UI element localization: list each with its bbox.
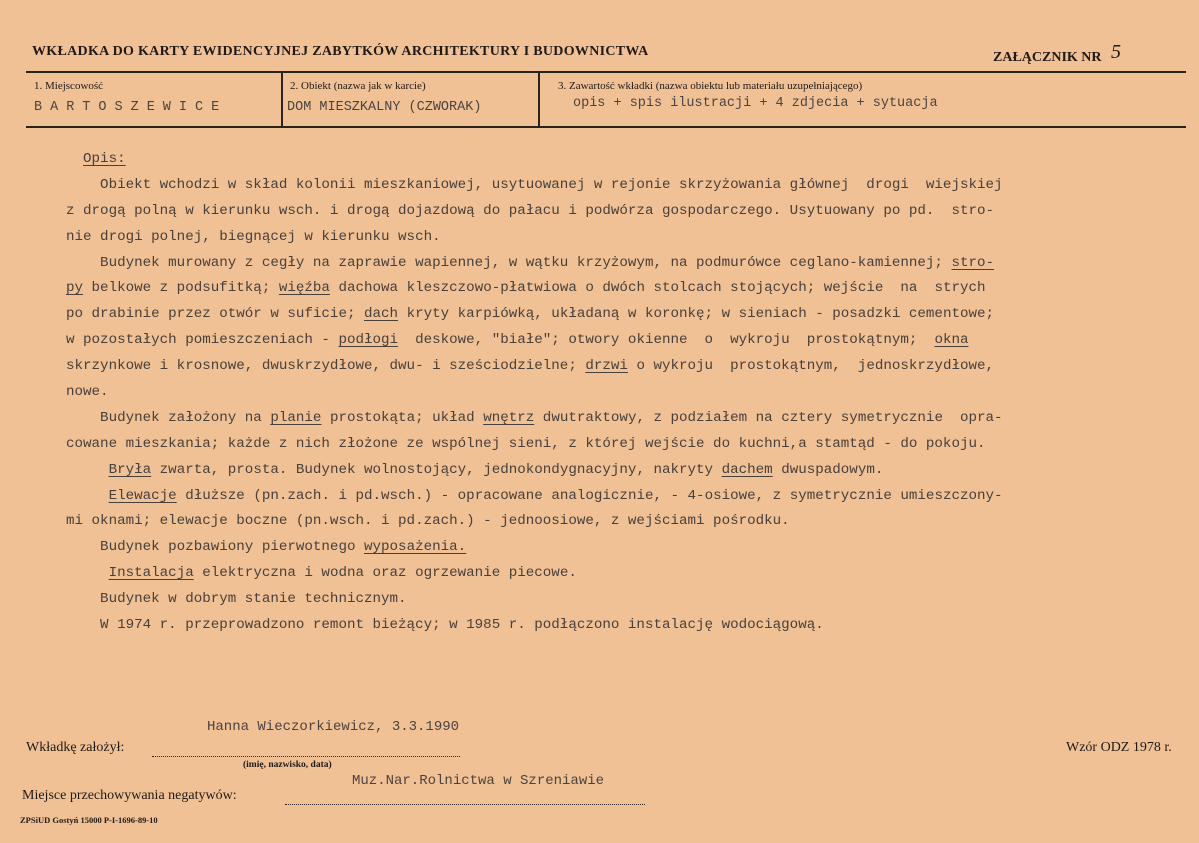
description-segment: deskowe, "białe"; otwory okienne o wykroju prostokątnym;	[398, 332, 935, 349]
underlined-term: podłogi	[338, 332, 399, 349]
description-line	[66, 225, 1176, 251]
description-segment: Budynek w dobrym stanie technicznym.	[66, 591, 407, 608]
annex-label-group	[993, 41, 1122, 67]
storage-dotted-line	[285, 803, 645, 805]
description-segment: nowe.	[66, 384, 109, 401]
description-segment: dwutraktowy, z podziałem na cztery symetrycznie opra-	[534, 409, 1003, 426]
description-segment: cowane mieszkania; każde z nich złożone ze wspólnej sieni, z której wejście do kuchni,a stamtąd - do pokoju.	[66, 435, 986, 452]
description-segment: dwuspadowym.	[772, 461, 884, 478]
description-segment: dachowa kleszczowo-płatwiowa o dwóch stolcach stojących; wejście na strych	[329, 280, 986, 297]
description-line	[66, 561, 1176, 587]
description-segment	[66, 151, 83, 167]
description-segment: nie drogi polnej, biegnącej w kierunku wsch.	[66, 228, 441, 245]
header-top-rule	[26, 71, 1186, 73]
underlined-term: okna	[934, 332, 969, 349]
object-label: 2. Obiekt (nazwa jak w karcie)	[290, 80, 426, 92]
underlined-term: py	[66, 280, 84, 297]
author-hint: (imię, nazwisko, data)	[243, 760, 332, 770]
annex-label: ZAŁĄCZNIK NR	[993, 50, 1102, 65]
field-divider-1	[281, 71, 283, 128]
form-title: WKŁADKA DO KARTY EWIDENCYJNEJ ZABYTKÓW ARCHITEKTURY I BUDOWNICTWA	[32, 44, 649, 59]
description-segment: Budynek założony na	[66, 409, 271, 426]
description-segment: w pozostałych pomieszczeniach -	[66, 332, 339, 349]
description-line	[66, 535, 1176, 561]
author-value: Hanna Wieczorkiewicz, 3.3.1990	[207, 719, 460, 735]
header-bottom-rule	[26, 126, 1186, 128]
underlined-term: stro-	[951, 254, 995, 271]
underlined-term: Elewacje	[108, 487, 177, 504]
author-dotted-line	[152, 755, 460, 757]
description-segment: o wykroju prostokątnym, jednoskrzydłowe,	[627, 358, 995, 375]
contents-label: 3. Zawartość wkładki (nazwa obiektu lub materiału uzupełniającego)	[558, 80, 863, 92]
underlined-term: więźba	[278, 280, 330, 297]
description-line	[66, 613, 1176, 639]
description-segment: dłuższe (pn.zach. i pd.wsch.) - opracowane analogicznie, - 4-osiowe, z symetrycznie umieszczony-	[176, 487, 1003, 504]
underlined-term: wnętrz	[483, 409, 535, 426]
description-line	[66, 173, 1176, 199]
description-segment: kryty karpiówką, układaną w koronkę; w sieniach - posadzki cementowe;	[398, 306, 995, 323]
description-segment: elektryczna i wodna oraz ogrzewanie piecowe.	[193, 565, 577, 582]
description-line	[66, 354, 1176, 380]
description-line	[66, 302, 1176, 328]
description-text	[66, 147, 1176, 639]
contents-value: opis + spis ilustracji + 4 zdjecia + sytuacja	[573, 96, 938, 111]
description-line	[66, 199, 1176, 225]
storage-value: Muz.Nar.Rolnictwa w Szreniawie	[352, 773, 605, 789]
description-segment	[66, 462, 109, 478]
pattern-label: Wzór ODZ 1978 r.	[1066, 740, 1172, 755]
description-segment: Budynek pozbawiony pierwotnego	[66, 539, 364, 556]
description-line	[66, 509, 1176, 535]
description-line	[66, 406, 1176, 432]
description-line	[66, 484, 1176, 510]
description-segment: Budynek murowany z cegły na zaprawie wapiennej, w wątku krzyżowym, na podmurówce ceglano-kamiennej;	[66, 254, 952, 271]
description-segment: po drabinie przez otwór w suficie;	[66, 306, 364, 323]
description-segment	[66, 565, 109, 581]
underlined-term: dach	[364, 306, 399, 323]
locality-value: BARTOSZEWICE	[34, 100, 228, 115]
description-segment: W 1974 r. przeprowadzono remont bieżący; w 1985 r. podłączono instalację wodociągową.	[66, 617, 824, 634]
printer-imprint: ZPSiUD Gostyń 15000 P-I-1696-89-10	[20, 815, 158, 825]
object-value: DOM MIESZKALNY (CZWORAK)	[287, 100, 482, 115]
annex-number: 5	[1111, 41, 1122, 63]
description-segment	[66, 488, 109, 504]
underlined-term: Bryła	[108, 461, 152, 478]
underlined-term: planie	[270, 409, 322, 426]
description-segment: zwarta, prosta. Budynek wolnostojący, jednokondygnacyjny, nakryty	[151, 461, 722, 478]
description-segment: prostokąta; układ	[321, 409, 484, 426]
description-line	[66, 251, 1176, 277]
underlined-term: drzwi	[585, 358, 628, 375]
author-label: Wkładkę założył:	[26, 740, 125, 755]
underlined-term: dachem	[721, 461, 773, 478]
description-line	[66, 328, 1176, 354]
description-segment: skrzynkowe i krosnowe, dwuskrzydłowe, dwu- i sześciodzielne;	[66, 358, 586, 375]
locality-label: 1. Miejscowość	[34, 80, 104, 92]
description-line	[66, 380, 1176, 406]
underlined-term: wyposażenia.	[364, 539, 467, 556]
description-line	[66, 587, 1176, 613]
description-segment: belkowe z podsufitką;	[83, 280, 279, 297]
field-divider-2	[538, 71, 540, 128]
description-segment: Obiekt wchodzi w skład kolonii mieszkaniowej, usytuowanej w rejonie skrzyżowania głównej drogi wiejskiej	[66, 176, 1003, 193]
description-line	[66, 276, 1176, 302]
description-segment: z drogą polną w kierunku wsch. i drogą dojazdową do pałacu i podwórza gospodarczego. Usytuowany po pd. stro-	[66, 202, 995, 219]
description-line	[66, 432, 1176, 458]
description-segment: mi oknami; elewacje boczne (pn.wsch. i pd.zach.) - jednoosiowe, z wejściami pośrodku.	[66, 513, 790, 530]
underlined-term: Opis:	[83, 151, 126, 167]
storage-label: Miejsce przechowywania negatywów:	[22, 788, 237, 803]
description-line	[66, 458, 1176, 484]
description-line	[66, 147, 1176, 173]
underlined-term: Instalacja	[108, 565, 194, 582]
